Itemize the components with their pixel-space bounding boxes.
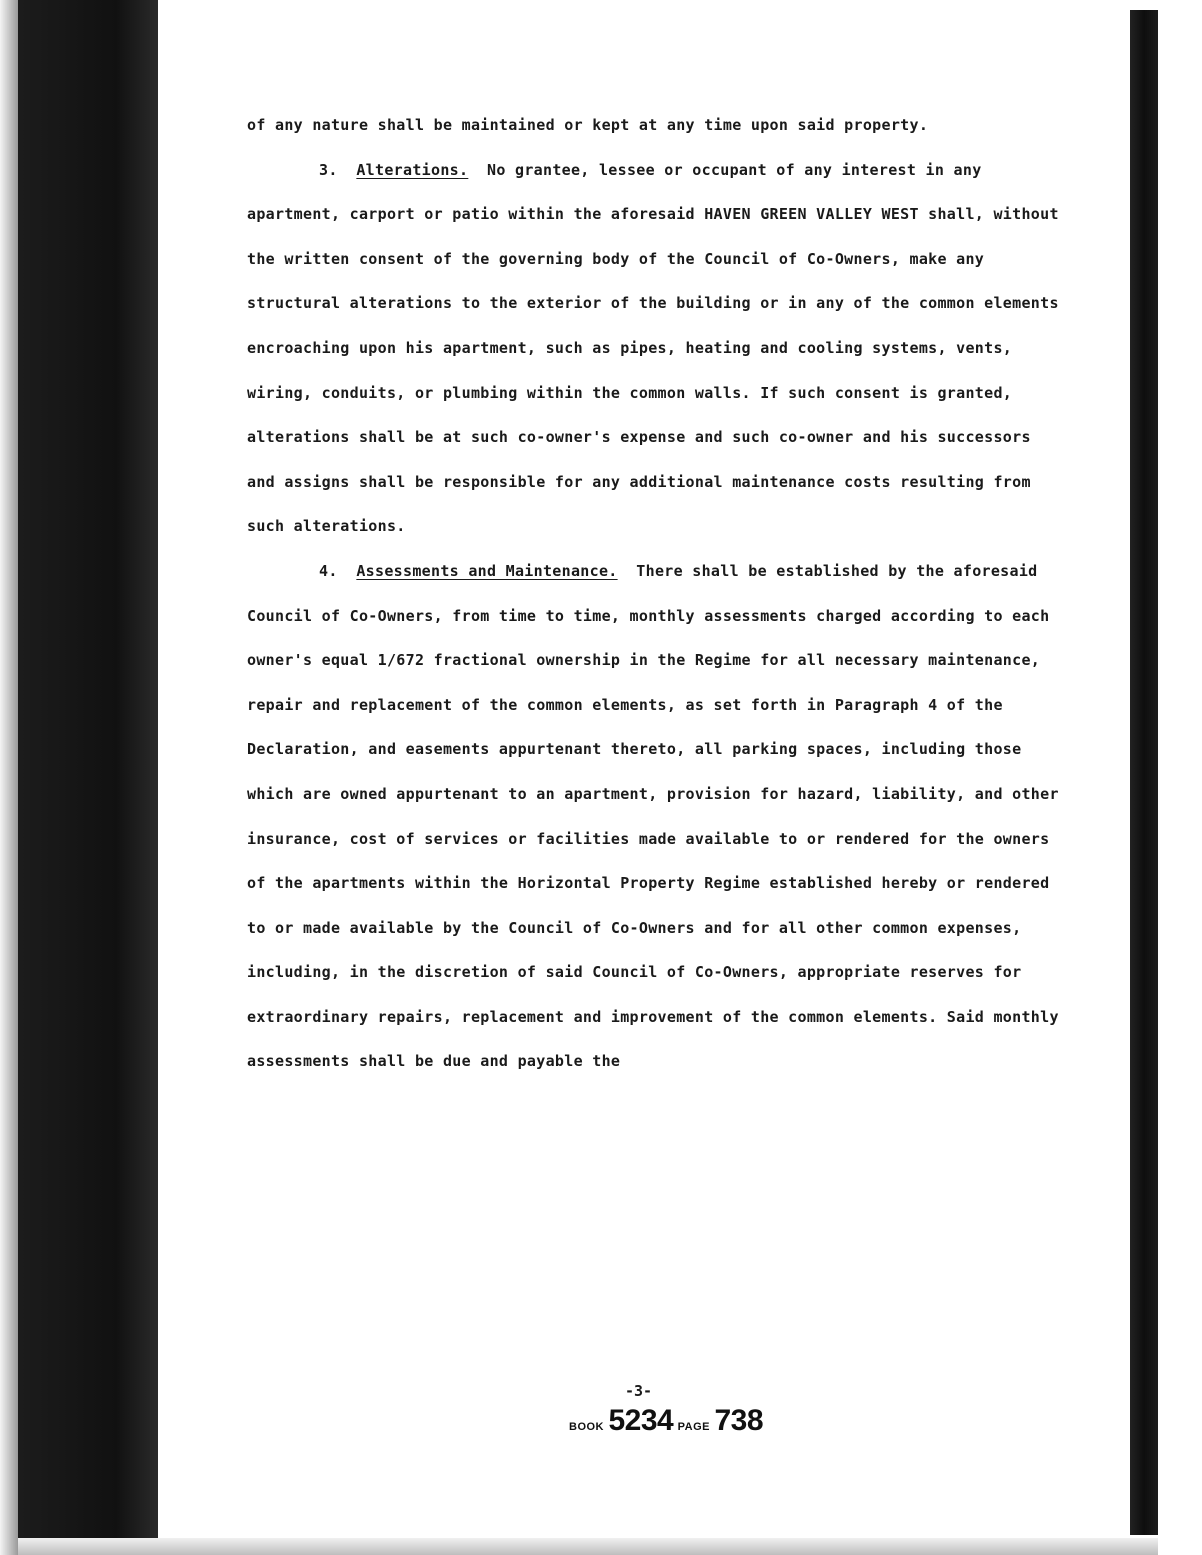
book-number: 5234 (608, 1404, 674, 1437)
paragraph-continuation: of any nature shall be maintained or kept at any time upon said property. (247, 116, 929, 134)
page-reference: 738 (714, 1404, 764, 1437)
paragraph-assessments (247, 549, 1059, 1084)
section-number: 3. (319, 160, 338, 179)
book-page-stamp (569, 1404, 763, 1438)
page-number: -3- (625, 1382, 653, 1400)
scan-border-left (18, 0, 158, 1555)
section-heading-assessments: Assessments and Maintenance. (356, 561, 618, 580)
document-body (247, 103, 1059, 1084)
page-label: PAGE (677, 1421, 711, 1433)
section-body-assessments: There shall be established by the aforesaid Council of Co-Owners, from time to time, monthly assessments charged according to each owner's equal 1/672 fractional ownership in the Regime for all necessary maintenance, repair and replacement of the common elements, as set forth in Paragraph 4 of the Declaration, and easements appurtenant thereto, all parking spaces, including those which are owned appurtenant to an apartment, provision for hazard, liability, and other insurance, cost of services or facilities made available to or rendered for the owners of the apartments within the Horizontal Property Regime established hereby or rendered to or made available by the Council of Co-Owners and for all other common expenses, including, in the discretion of said Council of Co-Owners, appropriate reserves for extraordinary repairs, replacement and improvement of the common elements. Said monthly assessments shall be due and payable the (247, 561, 1059, 1071)
scan-border-right (1130, 10, 1158, 1535)
section-body-alterations: No grantee, lessee or occupant of any interest in any apartment, carport or patio within the aforesaid HAVEN GREEN VALLEY WEST shall, without the written consent of the governing body of the Council of Co-Owners, make any structural alterations to the exterior of the building or in any of the common elements encroaching upon his apartment, such as pipes, heating and cooling systems, vents, wiring, conduits, or plumbing within the common walls. If such consent is granted, alterations shall be at such co-owner's expense and such co-owner and his successors and assigns shall be responsible for any additional maintenance costs resulting from such alterations. (247, 160, 1059, 536)
book-label: BOOK (569, 1421, 604, 1433)
scan-border-bottom (18, 1538, 1158, 1555)
section-heading-alterations: Alterations. (356, 160, 469, 179)
section-number: 4. (319, 561, 338, 580)
scan-edge-fade (0, 0, 18, 1555)
paragraph-alterations (247, 148, 1059, 549)
